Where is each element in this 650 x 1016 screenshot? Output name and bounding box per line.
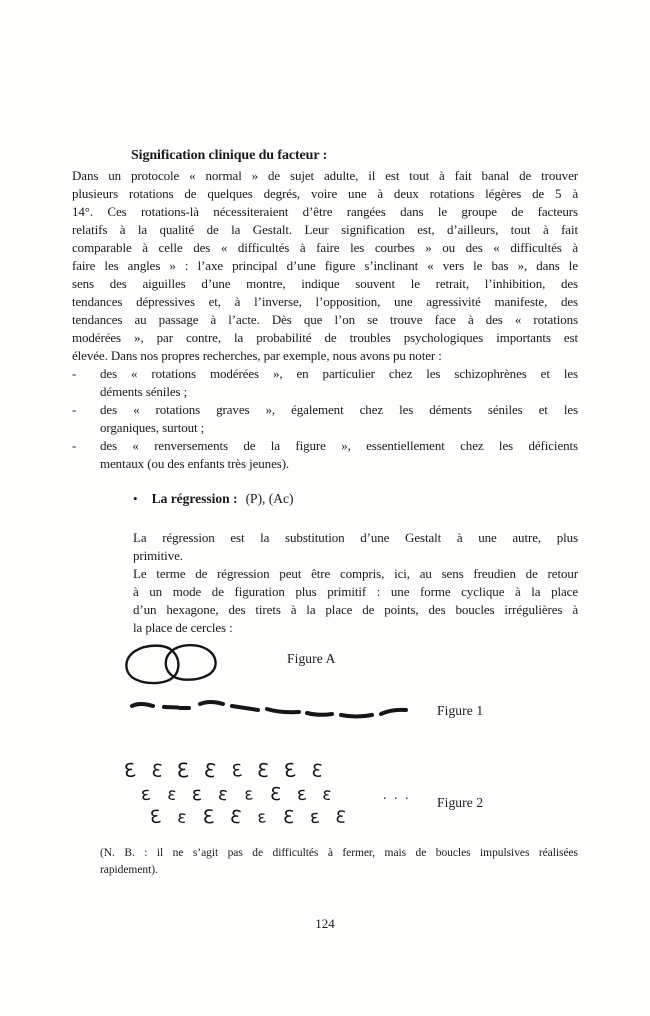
regression-paragraph-2 xyxy=(133,565,578,637)
loop-glyph: Ɛ xyxy=(256,759,270,783)
loop-glyph: ɛ xyxy=(308,806,321,829)
observations-list xyxy=(72,365,578,473)
loop-glyph: Ɛ xyxy=(282,806,295,829)
loop-glyph: Ɛ xyxy=(148,806,163,829)
figure-2-ellipsis: . . . xyxy=(383,788,411,803)
text-line: (N. B. : il ne s’agit pas de difficultés à fermer, mais de boucles impulsives réalisées xyxy=(100,847,578,859)
list-dash: - xyxy=(72,438,77,453)
text-line: d’un hexagone, des tirets à la place de points, des boucles irrégulières à xyxy=(133,602,578,617)
intro-paragraph xyxy=(72,167,578,365)
nota-bene-note xyxy=(100,845,578,879)
regression-codes: (P), (Ac) xyxy=(245,491,294,506)
loop-glyph: Ɛ xyxy=(122,759,137,783)
text-line: relatifs à la qualité de la Gestalt. Leur signification est, d’ailleurs, tout à fait xyxy=(72,222,578,237)
loop-glyph: ɛ xyxy=(139,783,152,806)
text-line: Dans un protocole « normal » de sujet adulte, il est tout à fait banal de trouver xyxy=(72,168,578,183)
text-line: des « rotations modérées », en particulier chez les schizophrènes et les xyxy=(100,366,578,381)
loop-glyph: Ɛ xyxy=(176,759,190,783)
list-item-text xyxy=(100,365,578,401)
loop-glyph: ɛ xyxy=(256,807,267,828)
loop-glyph: ɛ xyxy=(166,784,178,805)
figure-1-drawing xyxy=(126,696,418,724)
list-dash: - xyxy=(72,366,77,381)
page-number: 124 xyxy=(315,916,335,931)
loop-glyph: ɛ xyxy=(322,784,333,805)
list-item xyxy=(72,437,578,473)
list-item-text xyxy=(100,401,578,437)
text-line: mentaux (ou des enfants très jeunes). xyxy=(100,456,290,471)
list-item-text xyxy=(100,437,578,473)
regression-title: La régression : xyxy=(151,491,238,506)
text-line: des « rotations graves », également chez les déments séniles et les xyxy=(100,402,578,417)
loop-glyph: Ɛ xyxy=(202,759,218,783)
loop-glyph: ɛ xyxy=(191,783,203,806)
regression-paragraph-1 xyxy=(133,529,578,565)
loop-glyph: Ɛ xyxy=(228,806,243,829)
bullet-icon: • xyxy=(133,491,138,506)
text-line: 14°. Ces rotations-là nécessiteraient d’être rangées dans le groupe de facteurs xyxy=(72,204,578,219)
text-line: Le terme de régression peut être compris, ici, au sens freudien de retour xyxy=(133,566,578,581)
loop-glyph: Ɛ xyxy=(269,783,282,806)
figure-2-caption: Figure 2 xyxy=(437,795,484,810)
regression-bullet-heading xyxy=(133,491,294,507)
text-line: rapidement). xyxy=(100,864,158,876)
section-heading: Signification clinique du facteur : xyxy=(131,148,328,163)
loop-glyph: Ɛ xyxy=(202,806,215,829)
loop-glyph: ɛ xyxy=(216,783,230,806)
figure-2-loops-row-1 xyxy=(124,760,337,782)
text-line: modérées », par contre, la probabilité de troubles psychologiques importants est xyxy=(72,330,578,345)
loop-glyph: Ɛ xyxy=(150,760,163,782)
loop-glyph: Ɛ xyxy=(335,807,348,828)
figure-1-caption: Figure 1 xyxy=(437,703,484,718)
figure-a-drawing xyxy=(119,639,229,689)
text-line: faire les angles » : l’axe principal d’une figure s’inclinant « vers le bas », dans le xyxy=(72,258,578,273)
text-line: tendances au passage à l’acte. Dès que l’on se trouve face à des « rotations xyxy=(72,312,578,327)
text-line: tendances dépressives et, à l’inverse, l’opposition, une agressivité manifeste, des xyxy=(72,294,578,309)
text-line: plusieurs rotations de quelques degrés, voire une à deux rotations légères de 5 à xyxy=(72,186,578,201)
figure-2-loops-row-3 xyxy=(150,807,363,829)
loop-glyph: ɛ xyxy=(243,784,254,805)
text-line: primitive. xyxy=(133,548,183,563)
loop-glyph: ɛ xyxy=(176,807,188,828)
text-line: élevée. Dans nos propres recherches, par exemple, nous avons pu noter : xyxy=(72,348,442,363)
text-line: organiques, surtout ; xyxy=(100,420,205,435)
loop-glyph: Ɛ xyxy=(230,760,243,782)
text-line: sens des aiguilles d’une montre, indique souvent le retrait, l’inhibition, des xyxy=(72,276,578,291)
list-item xyxy=(72,365,578,401)
loop-glyph: ɛ xyxy=(295,783,308,806)
figure-a-caption: Figure A xyxy=(287,651,336,666)
text-line: comparable à celle des « difficultés à faire les courbes » ou des « difficultés à xyxy=(72,240,578,255)
loop-glyph: Ɛ xyxy=(310,760,323,782)
text-line: des « renversements de la figure », essentiellement chez les déficients xyxy=(100,438,578,453)
loop-glyph: Ɛ xyxy=(282,759,298,783)
text-line: La régression est la substitution d’une Gestalt à une autre, plus xyxy=(133,530,578,545)
text-line: déments séniles ; xyxy=(100,384,188,399)
list-dash: - xyxy=(72,402,77,417)
text-line: à un mode de figuration plus primitif : une forme cyclique à la place xyxy=(133,584,578,599)
text-line: la place de cercles : xyxy=(133,620,233,635)
list-item xyxy=(72,401,578,437)
figure-2-loops-row-2 xyxy=(141,784,348,806)
